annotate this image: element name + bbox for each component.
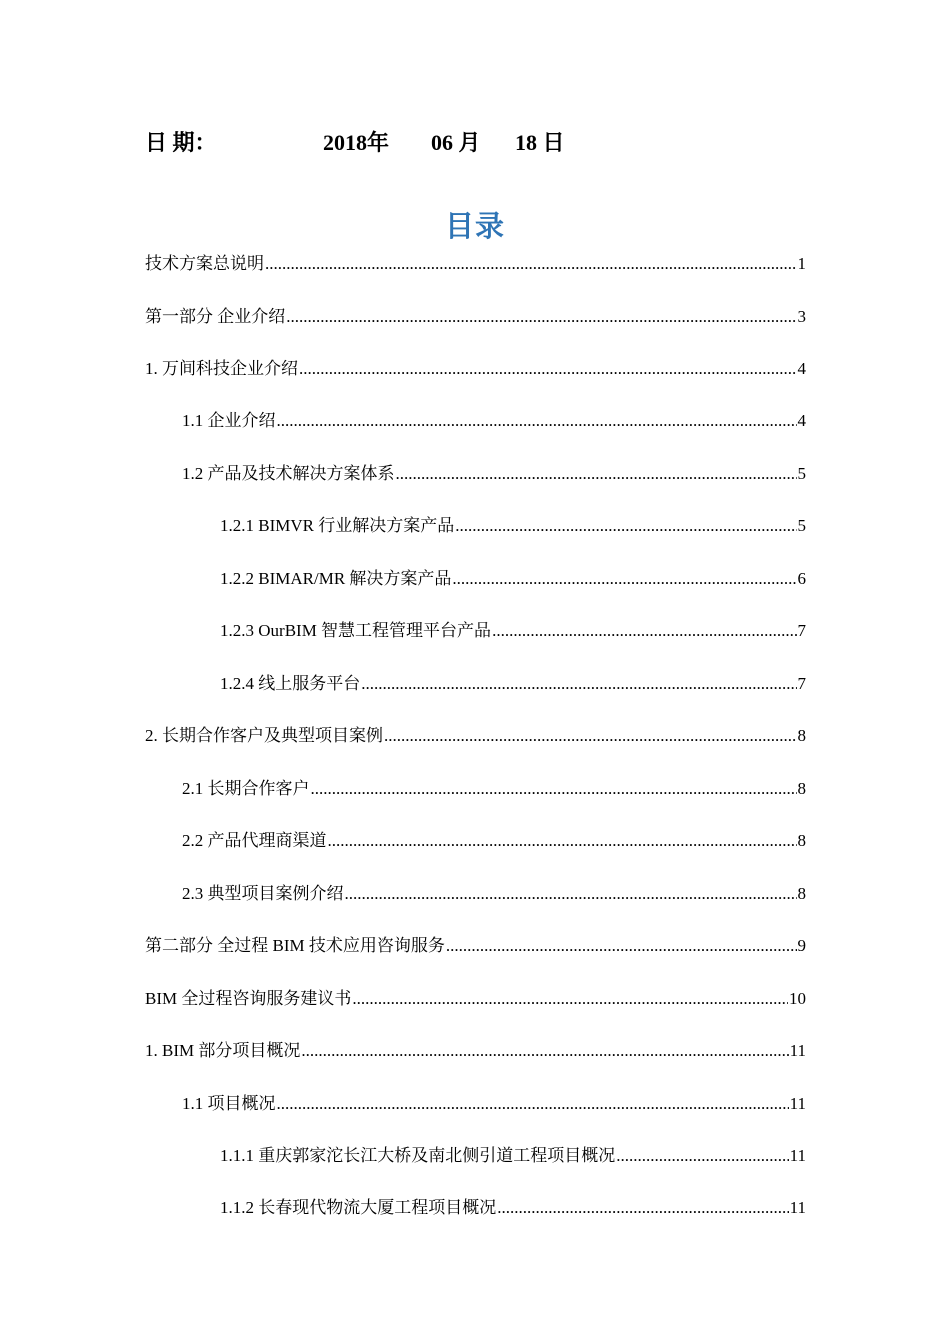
toc-entry-label: 第二部分 全过程 BIM 技术应用咨询服务 [145,936,445,955]
toc-leader [352,987,788,1011]
date-month: 06 月 [431,130,481,155]
toc-entry-label: 1.2.2 BIMAR/MR 解决方案产品 [220,569,452,588]
toc-page-number: 7 [797,621,806,640]
toc-page-number: 4 [797,359,806,378]
toc-entry-1-2-4[interactable] [220,672,806,696]
toc-entry-label: 1.2.3 OurBIM 智慧工程管理平台产品 [220,621,492,640]
toc-leader [616,1144,788,1168]
toc-entry-label: 2.1 长期合作客户 [182,779,310,798]
toc-entry-2-2[interactable] [182,829,806,853]
toc-page-number: 9 [797,936,806,955]
toc-page-number: 4 [797,411,806,430]
toc-leader [492,619,796,643]
toc-leader [265,252,797,276]
toc-leader [396,462,797,486]
toc-entry-label: 1.1 项目概况 [182,1094,276,1113]
toc-page-number: 8 [797,831,806,850]
toc-entry-label: 2. 长期合作客户及典型项目案例 [145,726,383,745]
toc-page-number: 3 [797,307,806,326]
toc-entry-2-1[interactable] [182,777,806,801]
toc-page-number: 6 [797,569,806,588]
toc-entry-label: 1.2 产品及技术解决方案体系 [182,464,395,483]
toc-page-number: 5 [797,516,806,535]
toc-entry-label: 2.3 典型项目案例介绍 [182,884,344,903]
toc-page-number: 11 [789,1146,806,1165]
toc-entry-2-3[interactable] [182,882,806,906]
toc-entry-1-2-3[interactable] [220,619,806,643]
toc-entry-label: 1. BIM 部分项目概况 [145,1041,301,1060]
toc-leader [497,1196,788,1220]
toc-entry-1-2-2[interactable] [220,567,806,591]
toc-entry-bim-1-1-1[interactable] [220,1144,806,1168]
toc-entry-bim-1[interactable] [145,1039,806,1063]
toc-entry-label: BIM 全过程咨询服务建议书 [145,989,352,1008]
toc-entry-part1[interactable] [145,305,806,329]
date-year: 2018年 [323,130,390,155]
toc-entry-part2[interactable] [145,934,806,958]
toc-page-number: 11 [789,1198,806,1217]
toc-entry-bim-proposal[interactable] [145,987,806,1011]
toc-leader [328,829,797,853]
toc-entry-label: 1.2.1 BIMVR 行业解决方案产品 [220,516,455,535]
toc-entry-overview[interactable] [145,252,806,276]
toc-leader [361,672,796,696]
toc-page-number: 8 [797,884,806,903]
toc-leader [455,514,796,538]
toc-entry-label: 1.1.2 长春现代物流大厦工程项目概况 [220,1198,497,1217]
toc-entry-1-2-1[interactable] [220,514,806,538]
toc-entry-2[interactable] [145,724,806,748]
toc-leader [286,305,796,329]
toc-entry-1-2[interactable] [182,462,806,486]
toc-page-number: 10 [789,989,806,1008]
toc-page-number: 11 [789,1041,806,1060]
toc-leader [299,357,797,381]
date-label: 日 期： [145,130,217,155]
toc-entry-1-1[interactable] [182,409,806,433]
toc-page-number: 7 [797,674,806,693]
toc-entry-label: 技术方案总说明 [145,254,264,273]
toc-entry-label: 1.2.4 线上服务平台 [220,674,361,693]
toc-page-number: 11 [789,1094,806,1113]
toc-entry-label: 第一部分 企业介绍 [145,307,286,326]
toc-page-number: 8 [797,779,806,798]
toc-page-number: 1 [797,254,806,273]
toc-title: 目录 [444,211,505,243]
toc-entry-bim-1-1[interactable] [182,1092,806,1116]
toc-leader [384,724,797,748]
toc-leader [446,934,797,958]
toc-page-number: 5 [797,464,806,483]
toc-leader [301,1039,788,1063]
toc-page-number: 8 [797,726,806,745]
toc-entry-label: 1.1.1 重庆郭家沱长江大桥及南北侧引道工程项目概况 [220,1146,616,1165]
toc-entry-label: 1.1 企业介绍 [182,411,276,430]
toc-leader [345,882,797,906]
toc-entry-label: 2.2 产品代理商渠道 [182,831,327,850]
toc-leader [452,567,796,591]
date-day: 18 日 [515,130,565,155]
toc-entry-1[interactable] [145,357,806,381]
toc-entry-bim-1-1-2[interactable] [220,1196,806,1220]
toc-leader [277,1092,789,1116]
toc-entry-label: 1. 万间科技企业介绍 [145,359,298,378]
toc-leader [277,409,797,433]
toc-leader [311,777,797,801]
